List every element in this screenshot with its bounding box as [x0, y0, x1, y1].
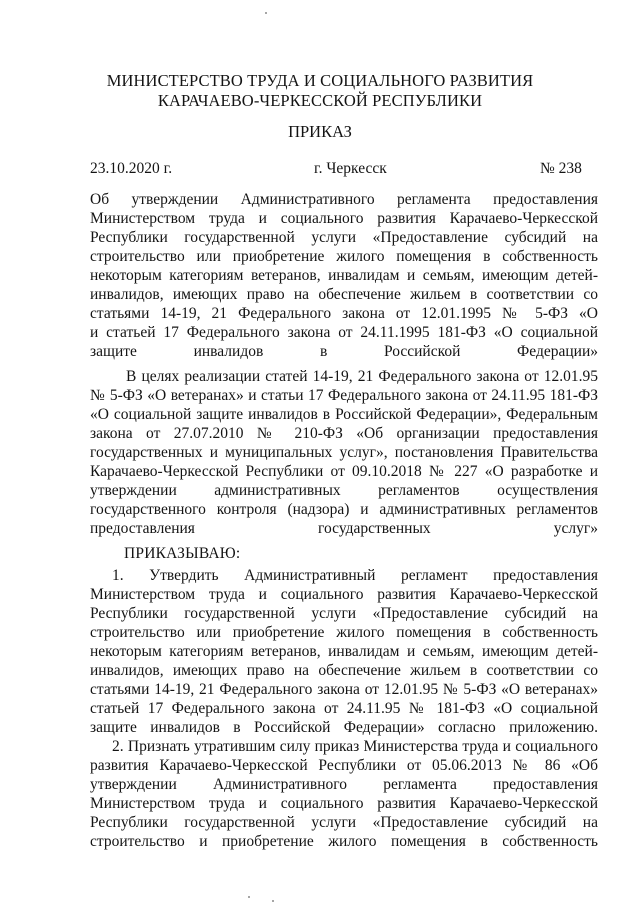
item1-line: статьей 17 Федерального закона от 24.11.95 № 181-ФЗ «О социальной — [90, 700, 598, 717]
item2-line: строительство и приобретение жилого помещения в собственность — [90, 833, 598, 850]
item2-line: утверждении Административного регламента предоставления — [90, 776, 598, 793]
preamble-line: № 5-ФЗ «О ветеранах» и статьи 17 Федерального закона от 24.11.95 181-ФЗ — [90, 387, 598, 404]
scan-speck — [248, 896, 250, 898]
document-type: ПРИКАЗ — [288, 122, 352, 141]
ministry-name-line-2: КАРАЧАЕВО-ЧЕРКЕССКОЙ РЕСПУБЛИКИ — [157, 91, 483, 110]
order-heading: ПРИКАЗЫВАЮ: — [124, 545, 241, 562]
preamble-line: государственных и муниципальных услуг», постановления Правительства — [90, 444, 598, 461]
preamble-line: государственного контроля (надзора) и административных регламентов — [90, 501, 598, 518]
subject-line: строительство или приобретение жилого помещения в собственность — [90, 248, 598, 265]
subject-line: защите инвалидов в Российской Федерации» — [90, 343, 598, 360]
subject-line: и статьей 17 Федерального закона от 24.11.1995 181-ФЗ «О социальной — [90, 324, 598, 341]
subject-line: Министерством труда и социального развития Карачаево-Черкесской — [90, 210, 598, 227]
subject-line: Об утверждении Административного регламента предоставления — [90, 191, 598, 208]
subject-line: статьями 14-19, 21 Федерального закона от 12.01.1995 № 5-ФЗ «О — [90, 305, 598, 322]
item2-line: 2. Признать утратившим силу приказ Министерства труда и социального — [112, 738, 598, 755]
item1-line: защите инвалидов в Российской Федерации» согласно приложению. — [90, 719, 598, 736]
item1-line: некоторым категориям ветеранов, инвалидам и семьям, имеющим детей- — [90, 643, 598, 660]
ministry-name-line-1: МИНИСТЕРСТВО ТРУДА И СОЦИАЛЬНОГО РАЗВИТИЯ — [106, 71, 534, 90]
order-subject — [90, 190, 598, 361]
item1-line: Министерством труда и социального развития Карачаево-Черкесской — [90, 586, 598, 603]
item1-line: статьями 14-19, 21 Федерального закона от 12.01.95 № 5-ФЗ «О ветеранах» — [90, 681, 598, 698]
item1-line: инвалидов, имеющих право на обеспечение жильем в соответствии со — [90, 662, 598, 679]
scan-speck — [272, 900, 274, 902]
item2-line: Министерством труда и социального развития Карачаево-Черкесской — [90, 795, 598, 812]
item2-line: развития Карачаево-Черкесской Республики от 05.06.2013 № 86 «Об — [90, 757, 598, 774]
preamble — [90, 367, 598, 538]
order-item-1 — [90, 566, 598, 737]
preamble-line: закона от 27.07.2010 № 210-ФЗ «Об организации предоставления — [90, 425, 598, 442]
preamble-line: В целях реализации статей 14-19, 21 Федерального закона от 12.01.95 — [126, 368, 598, 385]
item2-line: Республики государственной услуги «Предоставление субсидий на — [90, 814, 598, 831]
scan-speck — [265, 12, 267, 14]
order-date: 23.10.2020 г. — [90, 160, 173, 177]
subject-line: некоторым категориям ветеранов, инвалидам и семьям, имеющим детей- — [90, 267, 598, 284]
order-city: г. Черкесск — [314, 160, 387, 177]
item1-line: 1. Утвердить Административный регламент предоставления — [112, 567, 598, 584]
subject-line: Республики государственной услуги «Предоставление субсидий на — [90, 229, 598, 246]
order-number: № 238 — [540, 160, 582, 177]
item1-line: Республики государственной услуги «Предоставление субсидий на — [90, 605, 598, 622]
preamble-line: «О социальной защите инвалидов в Российской Федерации», Федеральным — [90, 406, 598, 423]
preamble-line: Карачаево-Черкесской Республики от 09.10.2018 № 227 «О разработке и — [90, 463, 598, 480]
preamble-line: предоставления государственных услуг» — [90, 520, 598, 537]
subject-line: инвалидов, имеющих право на обеспечение жильем в соответствии со — [90, 286, 598, 303]
item1-line: строительство или приобретение жилого помещения в собственность — [90, 624, 598, 641]
preamble-line: утверждении административных регламентов осуществления — [90, 482, 598, 499]
order-item-2 — [90, 737, 598, 851]
